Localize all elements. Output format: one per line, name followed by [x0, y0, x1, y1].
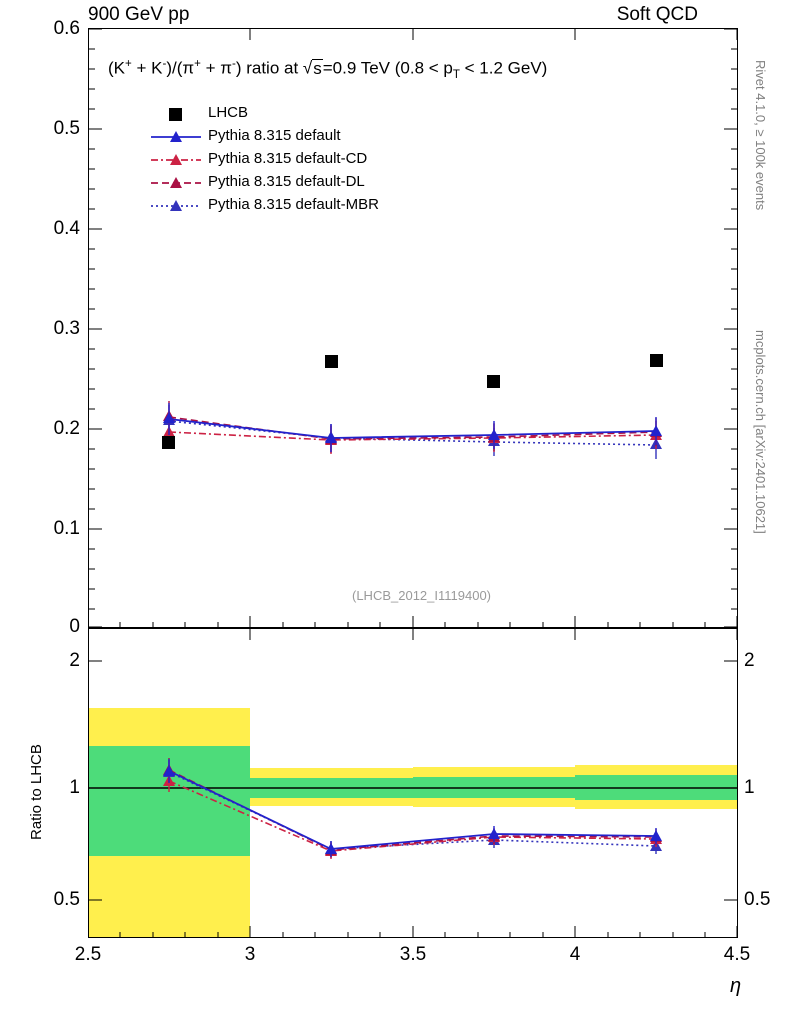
ratio-ytick-right-2: 2	[744, 650, 755, 671]
header-left-label: 900 GeV pp	[88, 4, 190, 25]
legend-label-lhcb: LHCB	[208, 104, 249, 121]
header-right-label: Soft QCD	[616, 4, 698, 25]
legend-item-lhcb	[150, 103, 480, 126]
ratio-ytick-right-0.5: 0.5	[744, 889, 771, 910]
legend-marker-dashed-triangle-icon	[150, 172, 202, 194]
legend-label-default-mbr: Pythia 8.315 default-MBR	[208, 196, 379, 213]
dataset-watermark: (LHCB_2012_I1119400)	[352, 588, 492, 603]
legend-marker-square-icon	[150, 103, 202, 125]
series-default-cd	[163, 417, 662, 454]
legend-marker-dotted-triangle-icon	[150, 195, 202, 217]
legend-item-default-mbr	[150, 195, 480, 218]
main-ytick-0.6: 0.6	[53, 18, 80, 39]
legend-item-default-cd	[150, 149, 480, 172]
legend-label-default-cd: Pythia 8.315 default-CD	[208, 150, 368, 167]
legend-label-default: Pythia 8.315 default	[208, 127, 341, 144]
ratio-ytick-2: 2	[69, 650, 80, 671]
main-ytick-0.5: 0.5	[53, 118, 80, 139]
xtick-4.5: 4.5	[723, 944, 751, 965]
main-ytick-0.4: 0.4	[53, 218, 80, 239]
arxiv-caption: mcplots.cern.ch [arXiv:2401.10621]	[753, 330, 768, 534]
ratio-ytick-right-1: 1	[744, 777, 755, 798]
xtick-4: 4	[569, 944, 581, 965]
legend	[150, 103, 480, 218]
legend-marker-line-triangle-icon	[150, 126, 202, 148]
main-ytick-0.1: 0.1	[53, 518, 80, 539]
ratio-ytick-1: 1	[69, 777, 80, 798]
x-axis-title: η	[730, 975, 742, 997]
main-ytick-0.3: 0.3	[53, 318, 80, 339]
series-default	[163, 403, 662, 452]
main-ytick-0.2: 0.2	[53, 418, 80, 439]
ratio-ytick-0.5: 0.5	[53, 889, 80, 910]
legend-item-default	[150, 126, 480, 149]
legend-marker-dashdot-triangle-icon	[150, 149, 202, 171]
main-ytick-0: 0	[69, 616, 80, 637]
legend-label-default-dl: Pythia 8.315 default-DL	[208, 173, 365, 190]
plot-title: (K+ + K-)/(π+ + π-) ratio at √s=0.9 TeV ($0.8 < p_T < 1.2$ GeV)	[108, 58, 548, 82]
rivet-version-caption: Rivet 4.1.0, ≥ 100k events	[753, 60, 768, 211]
ratio-axis-title: Ratio to LHCB	[28, 744, 45, 840]
xtick-2.5: 2.5	[74, 944, 102, 965]
xtick-3.5: 3.5	[399, 944, 427, 965]
legend-item-default-dl	[150, 172, 480, 195]
xtick-3: 3	[244, 944, 256, 965]
ratio-plot-canvas	[88, 628, 738, 938]
